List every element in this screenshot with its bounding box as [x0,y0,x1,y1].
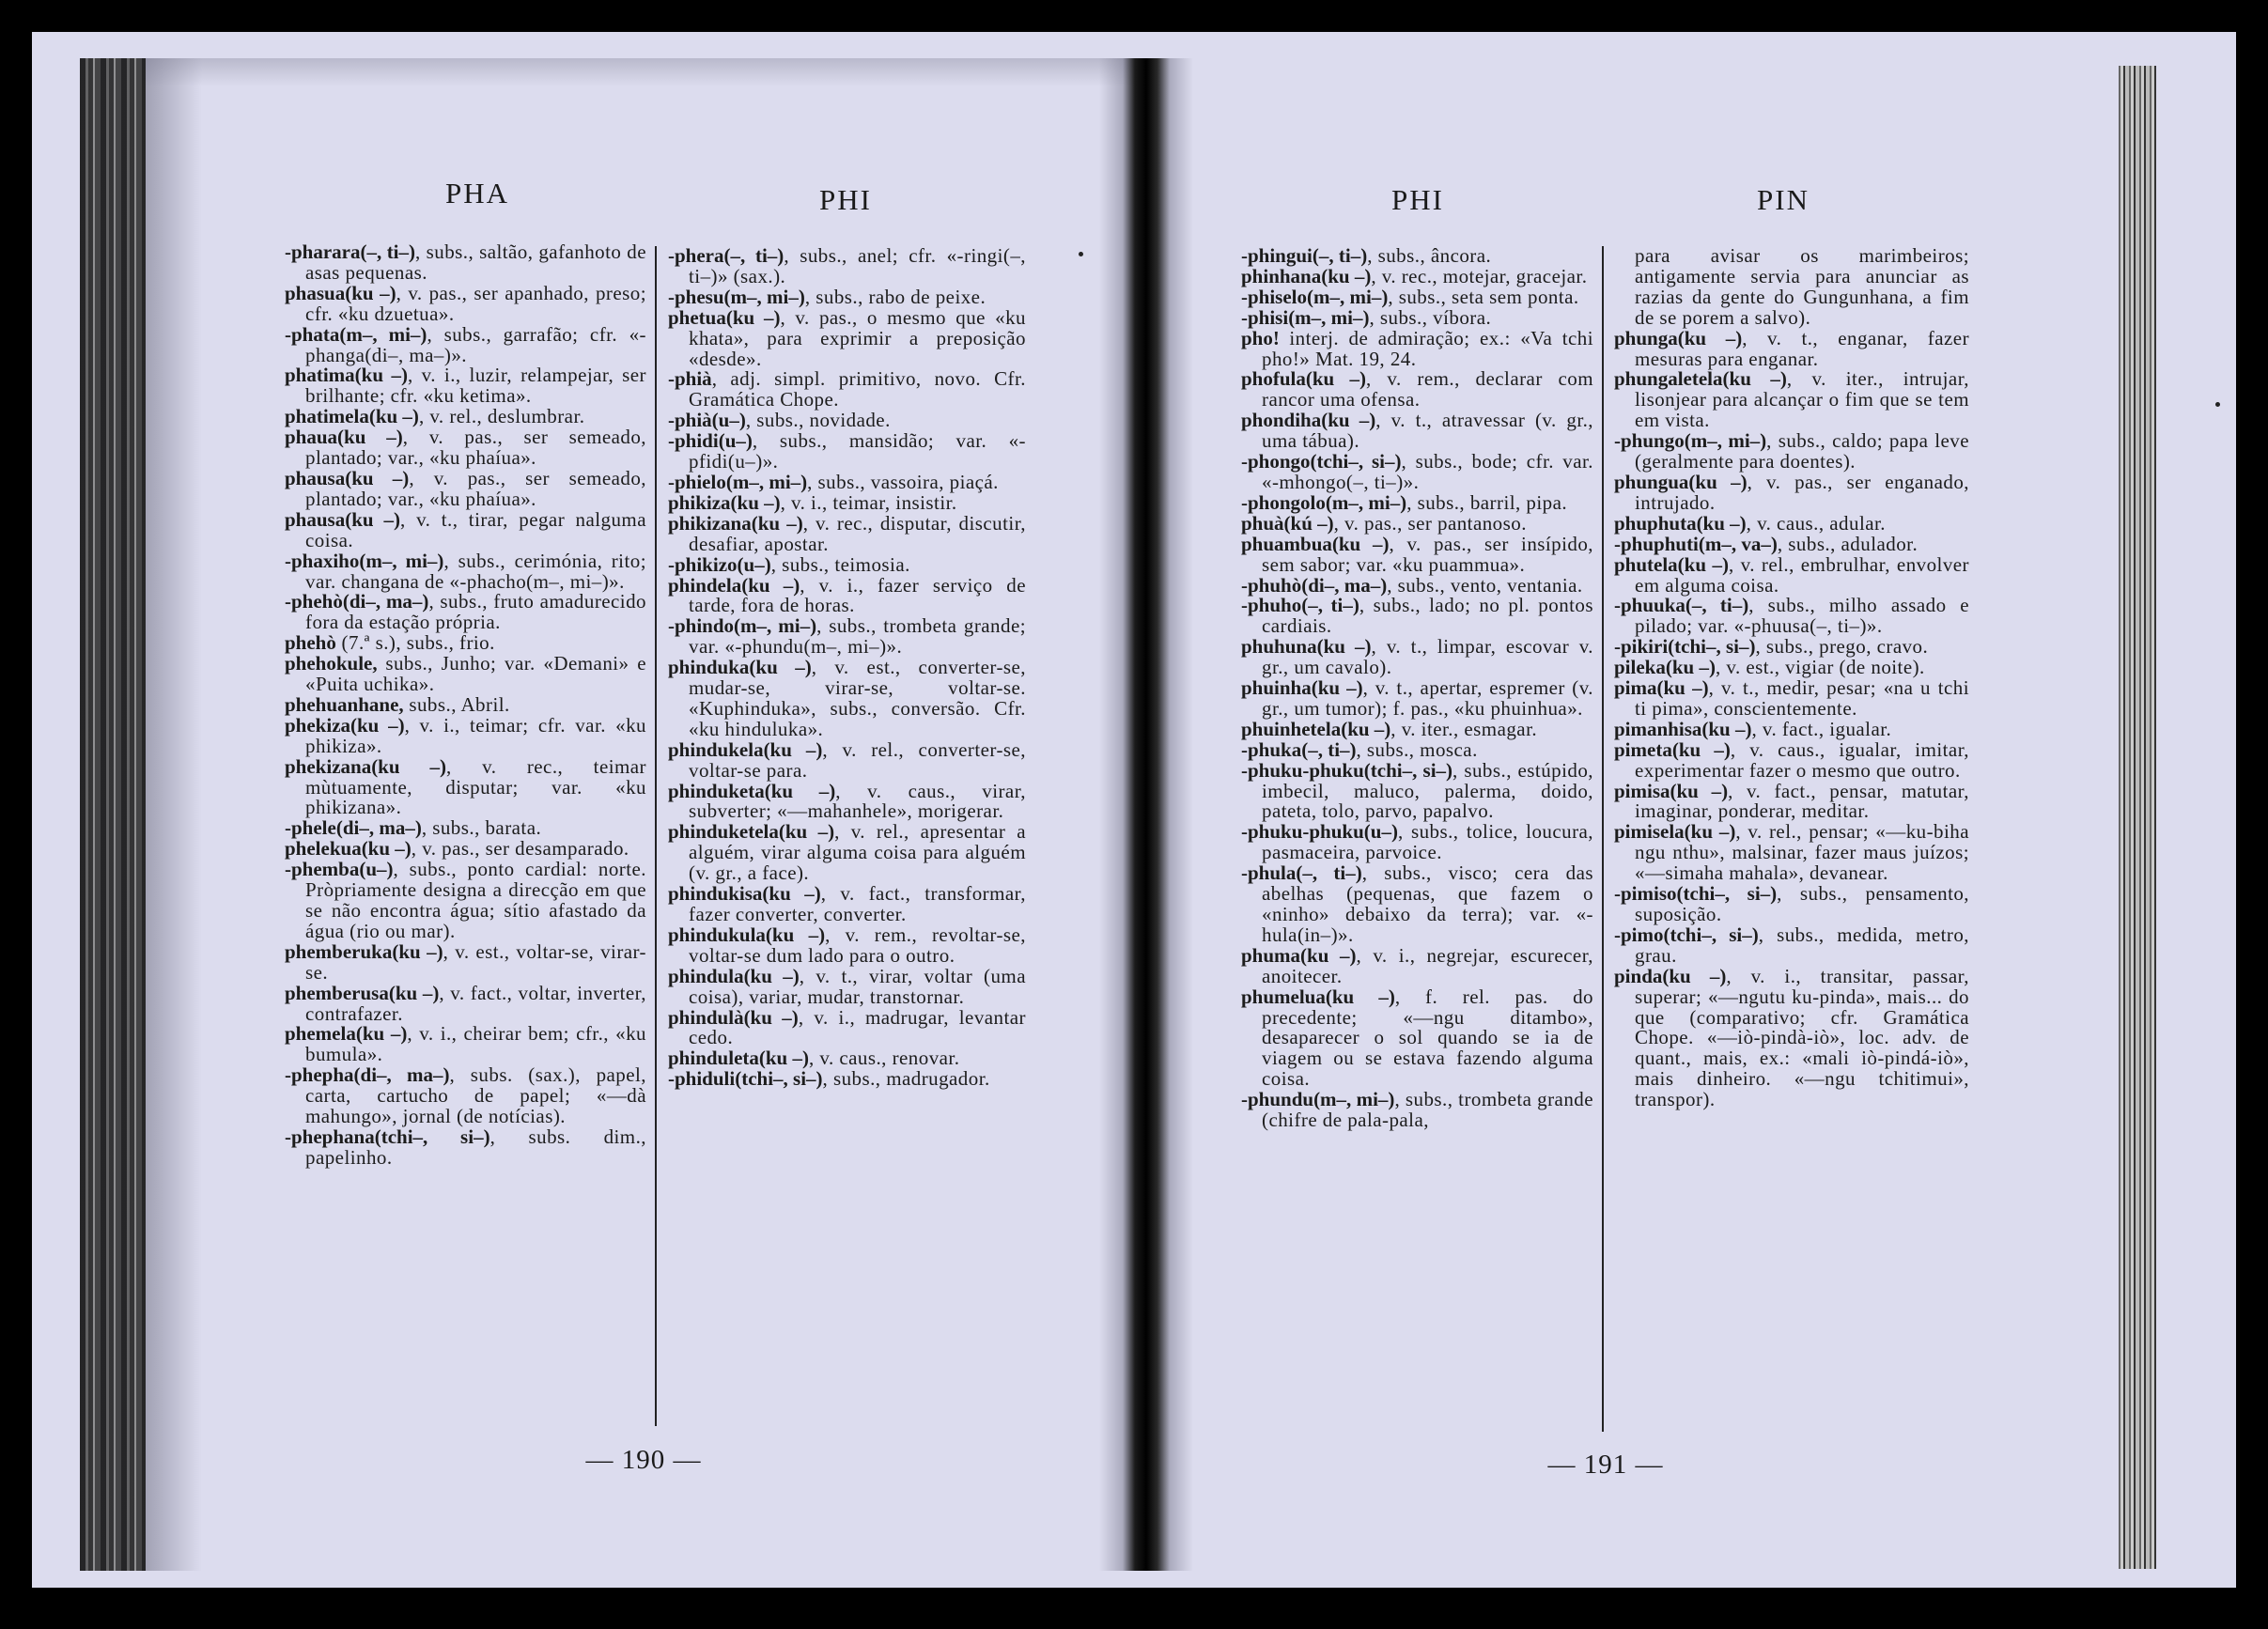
entry-definition: , v. i., madrugar, levantar cedo. [689,1005,1026,1049]
running-header-left-a: PHA [444,177,510,209]
entry-headword: phindukela(ku –) [668,737,823,761]
dictionary-entry [1241,863,1593,946]
dictionary-entry [1241,737,1593,761]
entry-definition: , subs., teimosia. [770,552,910,576]
entry-definition: , subs., saltão, gafanhoto de asas pequenas. [305,240,646,284]
running-header-right-b: PIN [1757,183,1810,216]
entry-headword: phumelua(ku –) [1241,985,1395,1008]
entry-headword: -phungo(m–, mi–) [1614,429,1767,453]
entry-definition: , v. pas., ser enganado, intrujado. [1635,470,1969,514]
dictionary-entry [285,427,646,469]
entry-definition: , v. t., virar, voltar (uma coisa), variar, mudar, transtornar. [689,964,1026,1008]
entry-headword: -phuka(–, ti–) [1241,737,1357,761]
dictionary-entry [668,964,1026,1008]
entry-definition: , subs., novidade. [745,409,891,432]
entry-definition: , subs., fruto amadurecido fora da estação própria. [305,590,646,634]
entry-headword: phikizana(ku –) [668,511,803,535]
dictionary-entry [1241,1090,1593,1131]
entry-headword: phausa(ku –) [285,466,410,489]
entry-definition: , subs., bode; cfr. var. «-mhongo(–, ti–)». [1262,450,1593,493]
scan-speck [2215,402,2220,407]
entry-headword: -phele(di–, ma–) [285,816,422,840]
dictionary-entry [285,407,646,427]
entry-headword: phindukula(ku –) [668,923,826,946]
entry-headword: -phiselo(m–, mi–) [1241,285,1389,308]
entry-definition: , subs., barril, pipa. [1406,490,1568,514]
entry-headword: -phuhò(di–, ma–) [1241,573,1388,597]
entry-definition: para avisar os marimbeiros; antigamente servia para anunciar as razias da gente do Gungunhana, a fim de se porem a salvo). [1635,244,1969,329]
entry-headword: phinduka(ku –) [668,656,812,679]
dictionary-entry [668,925,1026,967]
entry-definition: , v. i., cheirar bem; cfr., «ku bumula». [305,1022,646,1066]
dictionary-entry [668,369,1026,411]
entry-headword: phindukisa(ku –) [668,882,821,906]
entry-headword: -phemba(u–) [285,858,394,881]
entry-definition: , v. rec., disputar, discutir, desafiar, apostar. [689,511,1026,555]
entry-headword: phuinha(ku –) [1241,676,1363,700]
entry-definition: , v. pas., o mesmo que «ku khata», para exprimir a preposição «desde». [689,305,1026,370]
dictionary-entry [1614,779,1969,823]
entry-headword: pileka(ku –) [1614,656,1716,679]
dictionary-entry [1614,964,1969,1111]
entry-headword: phekizana(ku –) [285,754,447,778]
entry-definition: , v. rel., embrulhar, envolver em alguma coisa. [1635,552,1969,597]
entry-headword: -phikizo(u–) [668,552,771,576]
entry-headword: phindulà(ku –) [668,1005,799,1029]
entry-definition: , v. i., teimar; cfr. var. «ku phikiza». [305,713,647,757]
entry-headword: phausa(ku –) [285,507,400,531]
dictionary-entry [1241,287,1593,308]
entry-headword: -pikiri(tchi–, si–) [1614,635,1756,659]
entry-definition: , v. caus., renovar. [808,1047,960,1070]
entry-definition: , subs., rabo de peixe. [804,285,986,308]
entry-definition: , subs., lado; no pl. pontos cardiais. [1262,594,1593,638]
entry-definition: , v. pas., ser pantanoso. [1333,511,1527,535]
entry-headword: phutela(ku –) [1614,552,1730,576]
dictionary-entry [1241,511,1593,535]
dictionary-entry [1241,246,1593,267]
dictionary-entry [1241,369,1593,411]
entry-headword: -pimo(tchi–, si–) [1614,923,1759,946]
dictionary-entry [1614,737,1969,782]
entry-headword: phuambua(ku –) [1241,532,1390,555]
entry-definition: , v. est., converter-se, mudar-se, virar-se, voltar-se. «Kuphinduka», subs., conversão. Cfr. «ku hinduluka». [689,656,1026,740]
entry-definition: , v. rem., revoltar-se, voltar-se dum lado para o outro. [689,923,1026,967]
entry-headword: -phindo(m–, mi–) [668,614,817,638]
dictionary-entry [668,431,1026,473]
entry-headword: -phula(–, ti–) [1241,861,1362,885]
entry-definition: , v. iter., intrujar, lisonjear para alcançar o fim que se tem em vista. [1635,367,1969,432]
entry-definition: , v. i., negrejar, escurecer, anoitecer. [1262,943,1593,987]
dictionary-entry [668,573,1026,617]
entry-definition: , subs., âncora. [1367,244,1492,267]
dictionary-entry [1614,532,1969,555]
entry-headword: phemberusa(ku –) [285,981,440,1004]
column-divider-right [1602,246,1604,1432]
dictionary-entry [285,281,646,325]
dictionary-entry [285,365,646,407]
dictionary-entry [1614,596,1969,637]
entry-definition: , v. i., fazer serviço de tarde, fora de horas. [689,573,1026,617]
entry-headword: phehò [285,631,336,655]
dictionary-entry [285,592,646,633]
entry-definition: , v. rec., teimar mùtuamente, disputar; var. «ku phikizana». [305,754,646,819]
entry-definition: , subs., trombeta grande; var. «-phundu(m–, mi–)». [689,614,1026,659]
entry-headword: -phià [668,367,712,391]
entry-definition: , subs., estúpido, imbecil, maluco, palerma, doido, pateta, tolo, parvo, papalvo. [1262,758,1593,823]
dictionary-entry [285,860,646,942]
entry-definition: , subs., prego, cravo. [1755,635,1929,659]
dictionary-entry [285,713,647,757]
page-number-left: — 190 — [585,1445,702,1475]
entry-headword: -phundu(m–, mi–) [1241,1088,1395,1111]
dictionary-entry [1241,822,1593,863]
dictionary-entry [668,884,1026,925]
entry-definition: subs., Abril. [403,692,510,716]
dictionary-column-1 [285,242,646,1169]
entry-headword: phungua(ku –) [1614,470,1748,493]
entry-headword: -pimiso(tchi–, si–) [1614,882,1778,906]
dictionary-entry [668,305,1026,370]
dictionary-entry [1241,987,1593,1091]
dictionary-entry [1614,884,1969,925]
entry-headword: -phuku-phuku(u–) [1241,820,1398,844]
dictionary-entry [668,1069,1026,1090]
dictionary-entry [1614,925,1969,967]
entry-definition: , v. t., limpar, escovar v. gr., um cavalo). [1262,635,1593,679]
entry-headword: -phata(m–, mi–) [285,322,427,346]
entry-definition: , subs., barata. [421,816,542,840]
dictionary-entry [1241,326,1593,370]
dictionary-entry [1241,678,1593,720]
entry-definition: , v. i., luzir, relampejar, ser brilhante; cfr. «ku ketima». [305,364,646,408]
entry-definition: , v. rel., converter-se, voltar-se para. [689,737,1026,782]
entry-definition: , v. rec., motejar, gracejar. [1371,264,1588,287]
entry-headword: phondiha(ku –) [1241,409,1376,432]
entry-definition: , v. fact., voltar, inverter, contrafazer. [305,981,646,1025]
dictionary-entry [1241,573,1593,597]
entry-definition: , v. pas., ser semeado, plantado; var., «ku phaíua». [305,426,647,470]
entry-headword: phuma(ku –) [1241,943,1357,967]
entry-definition: , subs., vassoira, piaçá. [807,470,999,493]
entry-headword: -phongolo(m–, mi–) [1241,490,1407,514]
dictionary-entry [1241,532,1594,576]
entry-headword: pimisela(ku –) [1614,820,1736,844]
dictionary-entry [1241,717,1593,740]
dictionary-entry [285,654,646,695]
entry-definition: , subs., cerimónia, rito; var. changana de «-phacho(m–, mi–)». [305,549,646,593]
right-page-edges [2119,66,2156,1569]
entry-definition: , v. est., voltar-se, virar-se. [305,939,646,984]
entry-headword: phatima(ku –) [285,364,409,387]
column-divider-left [655,246,657,1426]
entry-headword: phungaletela(ku –) [1614,367,1787,391]
entry-headword: phemela(ku –) [285,1022,408,1046]
entry-headword: pimeta(ku –) [1614,737,1731,761]
entry-headword: -phià(u–) [668,409,746,432]
entry-headword: phuà(kú –) [1241,511,1334,535]
entry-headword: pinda(ku –) [1614,964,1727,987]
dictionary-entry [1614,470,1969,514]
entry-headword: phindula(ku –) [668,964,800,987]
left-binding-edge [80,58,146,1571]
entry-definition: , v. pas., ser semeado, plantado; var., «ku phaíua». [305,466,646,510]
entry-definition: , v. pas., ser desamparado. [411,837,629,861]
dictionary-entry [1241,452,1593,493]
dictionary-entry [285,551,646,593]
entry-definition: , v. pas., ser insípido, sem sabor; var. «ku puammua». [1262,532,1594,576]
page-number-right: — 191 — [1547,1450,1664,1480]
entry-headword: -phehò(di–, ma–) [285,590,429,613]
entry-definition: , v. t., apertar, espremer (v. gr., um tumor); f. pas., «ku phuinhua». [1262,676,1593,720]
dictionary-entry [668,737,1026,782]
running-header-right-a: PHI [1391,183,1444,216]
entry-headword: phinduketa(ku –) [668,779,836,802]
dictionary-entry [285,839,646,860]
entry-headword: phehuanhane, [285,692,404,716]
entry-definition: , v. i., teimar, insistir. [780,490,957,514]
entry-headword: phaua(ku –) [285,426,403,449]
entry-definition: , f. rel. pas. do precedente; «—ngu ditambo», desaparecer o sol quando se ia de viagem ou se estava fazendo alguma coisa. [1262,985,1593,1091]
entry-headword: pho! [1241,326,1280,349]
dictionary-entry [1241,943,1593,987]
entry-headword: phehokule, [285,652,378,675]
entry-headword: phunga(ku –) [1614,326,1743,349]
dictionary-entry [285,818,646,839]
dictionary-entry [1241,264,1593,287]
top-scan-shadow [146,58,1142,86]
dictionary-entry [1241,411,1593,452]
entry-headword: -phuuka(–, ti–) [1614,594,1749,617]
dictionary-entry [668,287,1026,308]
dictionary-entry [668,411,1026,431]
entry-definition: , v. fact., pensar, matutar, imaginar, ponderar, meditar. [1635,779,1969,823]
dictionary-entry [285,754,646,819]
entry-headword: phuhuna(ku –) [1241,635,1372,659]
entry-definition: , v. est., vigiar (de noite). [1715,656,1925,679]
dictionary-entry [1614,717,1969,740]
entry-definition: , v. rem., declarar com rancor uma ofensa. [1262,367,1593,411]
dictionary-entry [1241,637,1593,678]
entry-headword: phinduketela(ku –) [668,820,835,844]
entry-definition: , v. fact., transformar, fazer converter, converter. [689,882,1026,925]
dictionary-entry [285,633,646,654]
center-gutter-shadow [1099,58,1193,1571]
entry-definition: , v. rel., pensar; «—ku-biha ngu nthu», malsinar, fazer maus juízos; «—simaha mahala», devanear. [1635,820,1969,885]
entry-definition: , subs., visco; cera das abelhas (pequenas, que fazem o «ninho» debaixo da terra); var. «-hula(in–)». [1262,861,1593,946]
dictionary-entry [285,1024,646,1065]
entry-headword: phekiza(ku –) [285,713,405,737]
entry-headword: -phiduli(tchi–, si–) [668,1067,823,1091]
entry-headword: pima(ku –) [1614,676,1709,700]
dictionary-entry [668,658,1026,740]
dictionary-entry [1241,758,1593,823]
entry-headword: -phuho(–, ti–) [1241,594,1359,617]
entry-definition: subs., Junho; var. «Demani» e «Puita uchika». [305,652,646,696]
entry-definition: , subs., milho assado e pilado; var. «-phuusa(–, ti–)». [1635,594,1969,638]
dictionary-entry [1614,511,1969,535]
entry-headword: -phuphuti(m–, va–) [1614,532,1778,555]
entry-definition: , subs., trombeta grande (chifre de pala-pala, [1262,1088,1593,1132]
entry-definition: , v. t., atravessar (v. gr., uma tábua). [1262,409,1594,453]
entry-headword: phuphuta(ku –) [1614,511,1747,535]
entry-definition: , subs., seta sem ponta. [1388,285,1579,308]
dictionary-entry [285,1065,646,1127]
entry-headword: phikiza(ku –) [668,490,781,514]
entry-definition: , subs., víbora. [1369,305,1492,329]
entry-headword: -phielo(m–, mi–) [668,470,808,493]
dictionary-column-3 [1241,246,1593,1131]
entry-definition: , subs., caldo; papa leve (geralmente para doentes). [1635,429,1969,473]
dictionary-entry [285,242,646,284]
entry-headword: phinduleta(ku –) [668,1047,809,1070]
dictionary-entry [285,1127,646,1169]
entry-definition: , v. fact., igualar. [1751,717,1892,740]
entry-headword: -phongo(tchi–, si–) [1241,450,1402,473]
running-header-left-b: PHI [819,183,872,216]
dictionary-entry [285,322,647,366]
entry-headword: -phuku-phuku(tchi–, si–) [1241,758,1453,782]
entry-headword: -phephana(tchi–, si–) [285,1125,490,1148]
dictionary-entry [285,981,646,1025]
entry-headword: -phisi(m–, mi–) [1241,305,1370,329]
dictionary-column-2 [668,246,1026,1090]
dictionary-entry [1614,369,1969,431]
entry-definition: , v. caus., adular. [1746,511,1886,535]
entry-definition: , v. i., transitar, passar, superar; «—ngutu ku-pinda», mais... do que (comparativo; cfr. Gramática Chope. «—iò-pindà-iò», loc. adv. de quant., mais, ex.: «mali iò-pindá-iò», mais dinheiro. «—ngu tchitimui», transpor). [1635,964,1969,1111]
entry-definition: , v. caus., virar, subverter; «—mahanhele», morigerar. [689,779,1026,823]
entry-definition: , v. iter., esmagar. [1390,717,1538,740]
dictionary-entry [668,1048,1026,1069]
entry-definition: , subs., madrugador. [822,1067,990,1091]
entry-headword: -phera(–, ti–) [668,244,784,267]
entry-definition: , subs., ponto cardial: norte. Pròpriamente designa a direcção em que se não encontra água; sítio afastado da água (rio ou mar). [305,858,646,942]
dictionary-entry [1614,637,1969,658]
entry-headword: phetua(ku –) [668,305,781,329]
entry-headword: -phingui(–, ti–) [1241,244,1368,267]
entry-definition: , subs., mosca. [1356,737,1478,761]
entry-headword: phindela(ku –) [668,573,800,597]
entry-headword: -phesu(m–, mi–) [668,285,805,308]
dictionary-entry [285,466,646,510]
entry-headword: phinhana(ku –) [1241,264,1372,287]
entry-definition: , v. t., medir, pesar; «na u tchi ti pima», conscientemente. [1635,676,1969,720]
entry-definition: , v. rel., apresentar a alguém, virar alguma coisa para alguém (v. gr., a face). [689,820,1026,885]
entry-definition: , adj. simpl. primitivo, novo. Cfr. Gramática Chope. [689,367,1026,411]
dictionary-entry [668,470,1026,493]
dictionary-entry [1614,678,1969,720]
entry-headword: -phaxiho(m–, mi–) [285,549,444,572]
dictionary-entry [668,1005,1026,1049]
entry-headword: phatimela(ku –) [285,405,419,428]
entry-definition: (7.ª s.), subs., frio. [335,631,495,655]
entry-headword: phemberuka(ku –) [285,939,443,963]
entry-definition: , subs., vento, ventania. [1387,573,1583,597]
entry-definition: , subs., pensamento, suposição. [1635,882,1969,925]
dictionary-entry [668,779,1026,823]
dictionary-entry [1614,822,1969,884]
entry-headword: phelekua(ku –) [285,837,412,861]
dictionary-entry [668,246,1026,287]
entry-headword: -phepha(di–, ma–) [285,1063,450,1087]
entry-definition: , subs., tolice, loucura, pasmaceira, parvoice. [1262,820,1593,864]
entry-definition: , v. caus., igualar, imitar, experimentar fazer o mesmo que outro. [1635,737,1969,782]
dictionary-column-4 [1614,246,1969,1110]
dictionary-entry [1241,305,1593,329]
entry-definition: , subs., adulador. [1777,532,1918,555]
entry-headword: -phidi(u–) [668,429,753,453]
dictionary-entry [1614,658,1969,678]
scan-speck [1079,252,1083,256]
entry-definition: , v. t., tirar, pegar nalguma coisa. [305,507,646,551]
entry-headword: pimisa(ku –) [1614,779,1729,802]
dictionary-entry [668,552,1026,576]
dictionary-entry [285,939,646,984]
entry-definition: , subs. dim., papelinho. [305,1125,646,1169]
entry-definition: , subs., garrafão; cfr. «-phanga(di–, ma–)». [305,322,647,366]
dictionary-entry [1614,326,1970,370]
entry-headword: phuinhetela(ku –) [1241,717,1391,740]
entry-definition: , subs., mansidão; var. «-pfidi(u–)». [689,429,1026,473]
dictionary-entry [668,511,1026,555]
dictionary-entry [1614,431,1969,473]
entry-definition: , subs., anel; cfr. «-ringi(–, ti–)» (sax.). [689,244,1027,287]
entry-definition: , subs., medida, metro, grau. [1635,923,1969,967]
entry-definition: , v. t., enganar, fazer mesuras para enganar. [1635,326,1970,370]
entry-headword: phasua(ku –) [285,281,396,304]
dictionary-entry [1614,246,1969,329]
dictionary-entry [1614,552,1969,597]
dictionary-entry [668,822,1026,884]
dictionary-entry [668,490,1026,514]
dictionary-entry [668,616,1026,658]
entry-definition: , subs. (sax.), papel, carta, cartucho de papel; «—dà mahungo», jornal (de notícias). [305,1063,646,1128]
dictionary-entry [285,692,646,716]
dictionary-entry [1241,596,1593,637]
entry-definition: interj. de admiração; ex.: «Va tchi pho!» Mat. 19, 24. [1262,326,1593,370]
left-binding-shadow [146,58,202,1571]
entry-headword: pimanhisa(ku –) [1614,717,1752,740]
entry-headword: -pharara(–, ti–) [285,240,416,263]
dictionary-entry [285,507,646,551]
entry-definition: , v. rel., deslumbrar. [418,405,585,428]
dictionary-entry [1241,490,1593,514]
entry-headword: phofula(ku –) [1241,367,1366,391]
entry-definition: , v. pas., ser apanhado, preso; cfr. «ku dzuetua». [305,281,646,325]
